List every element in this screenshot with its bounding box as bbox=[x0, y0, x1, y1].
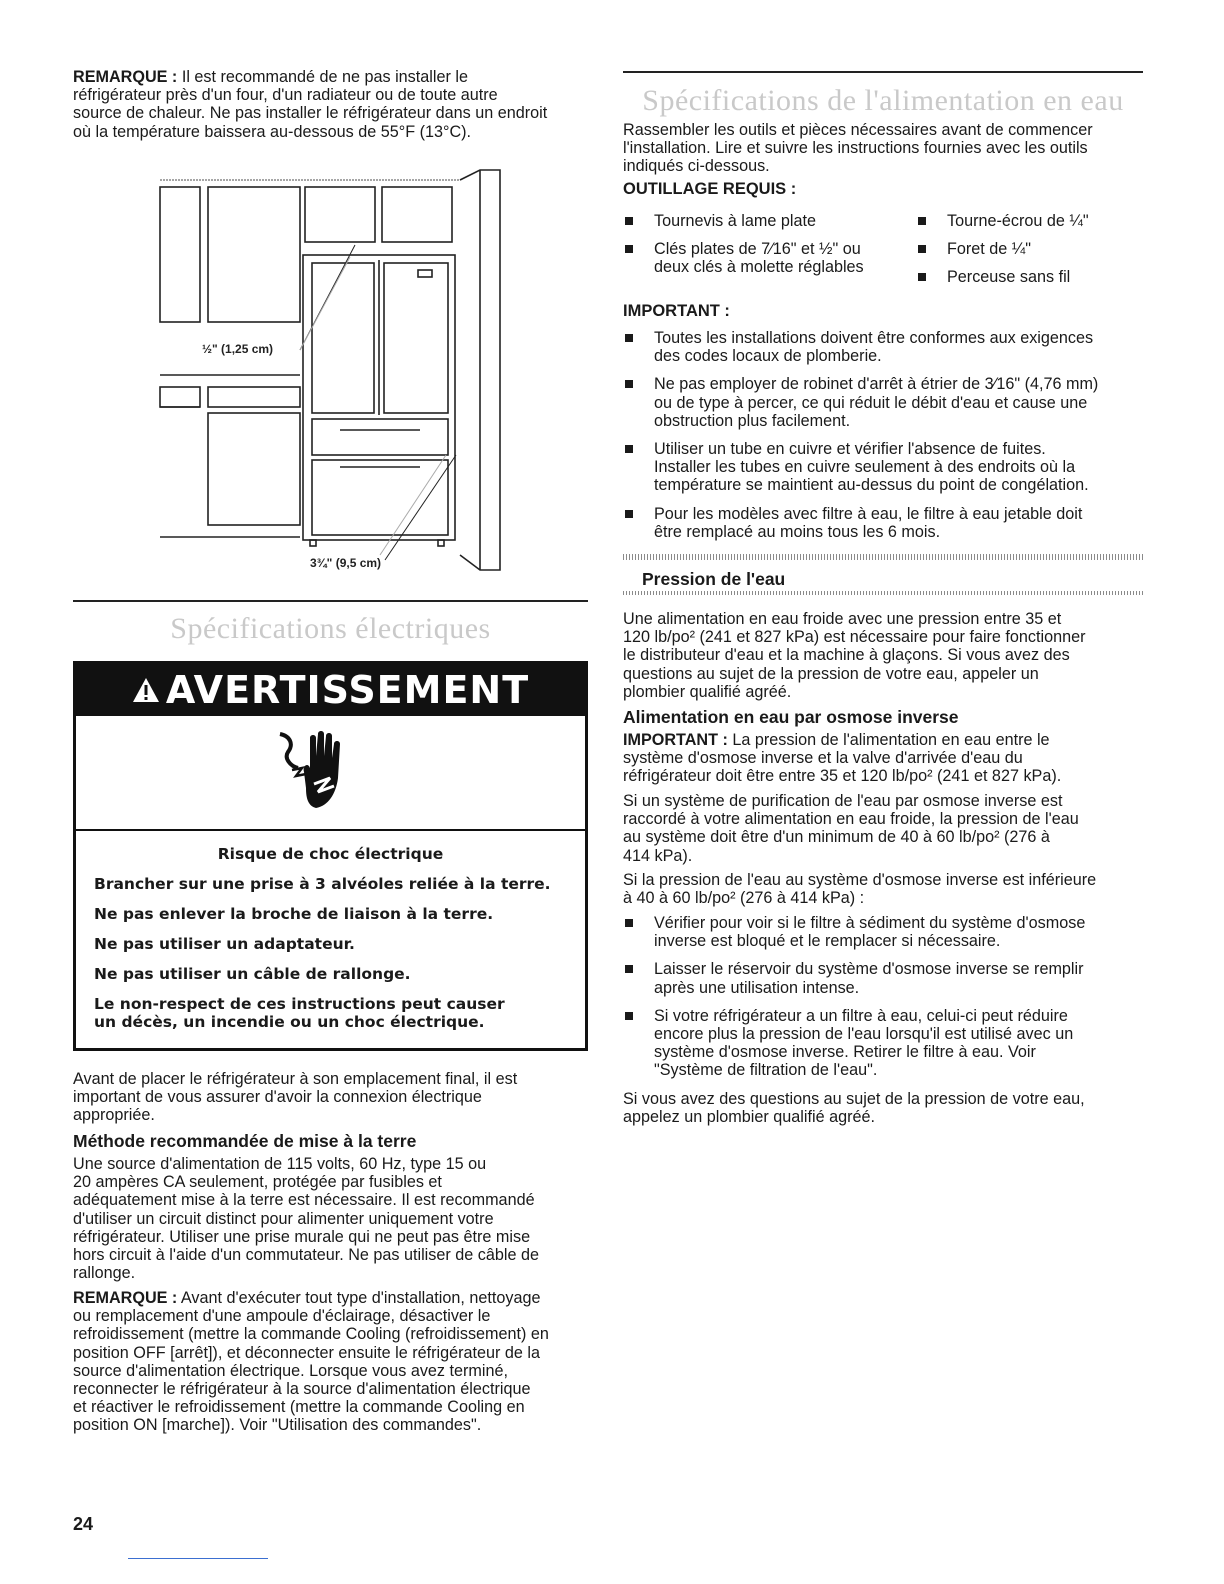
pressure-paragraph: Une alimentation en eau froide avec une pression entre 35 et 120 lb/po² (241 et 827 kPa) est nécessaire pour faire fonctionner le distributeur d'eau et la machine à glaçons. Si vous avez des questions au sujet de la pression de votre eau, appeler un plombier qualifié agréé. bbox=[623, 610, 1086, 701]
warning-consequence: Le non-respect de ces instructions peut causer bbox=[94, 995, 505, 1013]
section-title-water: Spécifications de l'alimentation en eau bbox=[642, 84, 1124, 117]
closing-paragraph: Si vous avez des questions au sujet de la pression de votre eau, appelez un plombier qualifié agréé. bbox=[623, 1090, 1085, 1127]
warning-box bbox=[73, 661, 588, 1051]
list-item: Perceuse sans fil bbox=[916, 268, 1146, 286]
list-item: Si votre réfrigérateur a un filtre à eau, celui-ci peut réduire encore plus la pression de l'eau lorsqu'il est utilisé avec un système d'osmose inverse. Retirer le filtre à eau. Voir "Système de filtration de l'eau". bbox=[623, 1007, 1143, 1080]
warning-line: Ne pas utiliser un câble de rallonge. bbox=[94, 965, 411, 983]
note-label: REMARQUE : bbox=[73, 1289, 178, 1307]
pressure-heading: Pression de l'eau bbox=[642, 569, 786, 589]
ro-paragraph-3: Si la pression de l'eau au système d'osmose inverse est inférieure à 40 à 60 lb/po² (276 à 414 kPa) : bbox=[623, 871, 1097, 908]
tools-list-1 bbox=[623, 212, 903, 277]
tools-heading: OUTILLAGE REQUIS : bbox=[623, 180, 797, 198]
list-item: Tourne-écrou de ¼" bbox=[916, 212, 1146, 230]
warning-line: Ne pas enlever la broche de liaison à la terre. bbox=[94, 905, 494, 923]
section-divider bbox=[73, 600, 588, 602]
warning-header bbox=[76, 664, 585, 716]
list-item: Pour les modèles avec filtre à eau, le filtre à eau jetable doit être remplacé au moins tous les 6 mois. bbox=[623, 505, 1143, 541]
important-heading: IMPORTANT : bbox=[623, 302, 730, 320]
hatch-divider bbox=[623, 554, 1143, 560]
dimension-label-bottom: 3¾" (9,5 cm) bbox=[310, 556, 382, 570]
note-paragraph-2: REMARQUE : Avant d'exécuter tout type d'installation, nettoyage ou remplacement d'une ampoule d'éclairage, désactiver le refroidissement (mettre la commande Cooling (refroidissement) en position OFF [arrêt]), et déconnecter ensuite le réfrigérateur de la source d'alimentation électrique. Lorsque vous avez terminé, reconnecter le réfrigérateur à la source d'alimentation électrique et réactiver le refroidissement (mettre la commande Cooling en position ON [marche]). Voir "Utilisation des commandes". bbox=[73, 1289, 549, 1435]
list-item: Utiliser un tube en cuivre et vérifier l'absence de fuites. Installer les tubes en cuivre seulement à des endroits où la température se maintient au-dessus du point de congélation. bbox=[623, 440, 1143, 495]
refrigerator-clearance-figure bbox=[150, 165, 510, 585]
warning-icon-area bbox=[76, 716, 585, 831]
important-list bbox=[623, 329, 1143, 541]
ro-heading: Alimentation en eau par osmose inverse bbox=[623, 707, 959, 727]
note-paragraph-1: REMARQUE : Il est recommandé de ne pas installer le réfrigérateur près d'un four, d'un radiateur ou de toute autre source de chaleur. Ne pas installer le réfrigérateur dans un endroit où la température baissera au-dessous de 55°F (13°C). bbox=[73, 68, 548, 141]
list-item: Vérifier pour voir si le filtre à sédiment du système d'osmose inverse est bloqué et le remplacer si nécessaire. bbox=[623, 914, 1143, 950]
dimension-label-top: ½" (1,25 cm) bbox=[202, 342, 274, 356]
section-title-electrical: Spécifications électriques bbox=[170, 612, 491, 645]
list-item: Laisser le réservoir du système d'osmose inverse se remplir après une utilisation intense. bbox=[623, 960, 1143, 996]
list-item: Toutes les installations doivent être conformes aux exigences des codes locaux de plomberie. bbox=[623, 329, 1143, 365]
page-number: 24 bbox=[73, 1514, 94, 1534]
warning-triangle-icon bbox=[132, 677, 160, 703]
hatch-divider bbox=[623, 591, 1143, 595]
list-item: Ne pas employer de robinet d'arrêt à étrier de 3⁄16" (4,76 mm) ou de type à percer, ce qui réduit le débit d'eau et cause une obstruction plus facilement. bbox=[623, 375, 1143, 430]
warning-line: Ne pas utiliser un adaptateur. bbox=[94, 935, 355, 953]
warning-title: Risque de choc électrique bbox=[217, 845, 444, 863]
footer-rule bbox=[128, 1558, 268, 1559]
ro-paragraph-2: Si un système de purification de l'eau par osmose inverse est raccordé à votre alimentation en eau froide, la pression de l'eau au système doit être d'un minimum de 40 à 60 lb/po² (276 à 414 kPa). bbox=[623, 792, 1079, 865]
ro-important-paragraph: IMPORTANT : La pression de l'alimentation en eau entre le système d'osmose inverse et la valve d'arrivée d'eau du réfrigérateur doit être entre 35 et 120 lb/po² (241 et 827 kPa). bbox=[623, 731, 1062, 786]
warning-consequence: un décès, un incendie ou un choc électrique. bbox=[94, 1013, 485, 1031]
grounding-heading: Méthode recommandée de mise à la terre bbox=[73, 1131, 417, 1151]
list-item: Clés plates de 7⁄16" et ½" ou deux clés à molette réglables bbox=[623, 240, 903, 276]
grounding-paragraph: Une source d'alimentation de 115 volts, 60 Hz, type 15 ou 20 ampères CA seulement, protégée par fusibles et adéquatement mise à la terre est nécessaire. Il est recommandé d'utiliser un circuit distinct pour alimenter uniquement votre réfrigérateur. Utiliser une prise murale qui ne peut pas être mise hors circuit à l'aide d'un commutateur. Ne pas utiliser de câble de rallonge. bbox=[73, 1155, 539, 1283]
tools-list-2 bbox=[916, 212, 1146, 287]
warning-instructions bbox=[76, 875, 585, 1031]
list-item: Foret de ¼" bbox=[916, 240, 1146, 258]
warning-heading: AVERTISSEMENT bbox=[165, 668, 530, 712]
list-item: Tournevis à lame plate bbox=[623, 212, 903, 230]
electrical-intro: Avant de placer le réfrigérateur à son emplacement final, il est important de vous assurer d'avoir la connexion électrique appropriée. bbox=[73, 1070, 518, 1125]
electric-shock-hand-icon bbox=[276, 728, 356, 818]
ro-list bbox=[623, 914, 1143, 1080]
section-divider bbox=[623, 71, 1143, 73]
warning-line: Brancher sur une prise à 3 alvéoles reliée à la terre. bbox=[94, 875, 551, 893]
water-intro: Rassembler les outils et pièces nécessaires avant de commencer l'installation. Lire et suivre les instructions fournies avec les outils indiqués ci-dessous. bbox=[623, 121, 1093, 176]
note-label: REMARQUE : bbox=[73, 68, 178, 86]
